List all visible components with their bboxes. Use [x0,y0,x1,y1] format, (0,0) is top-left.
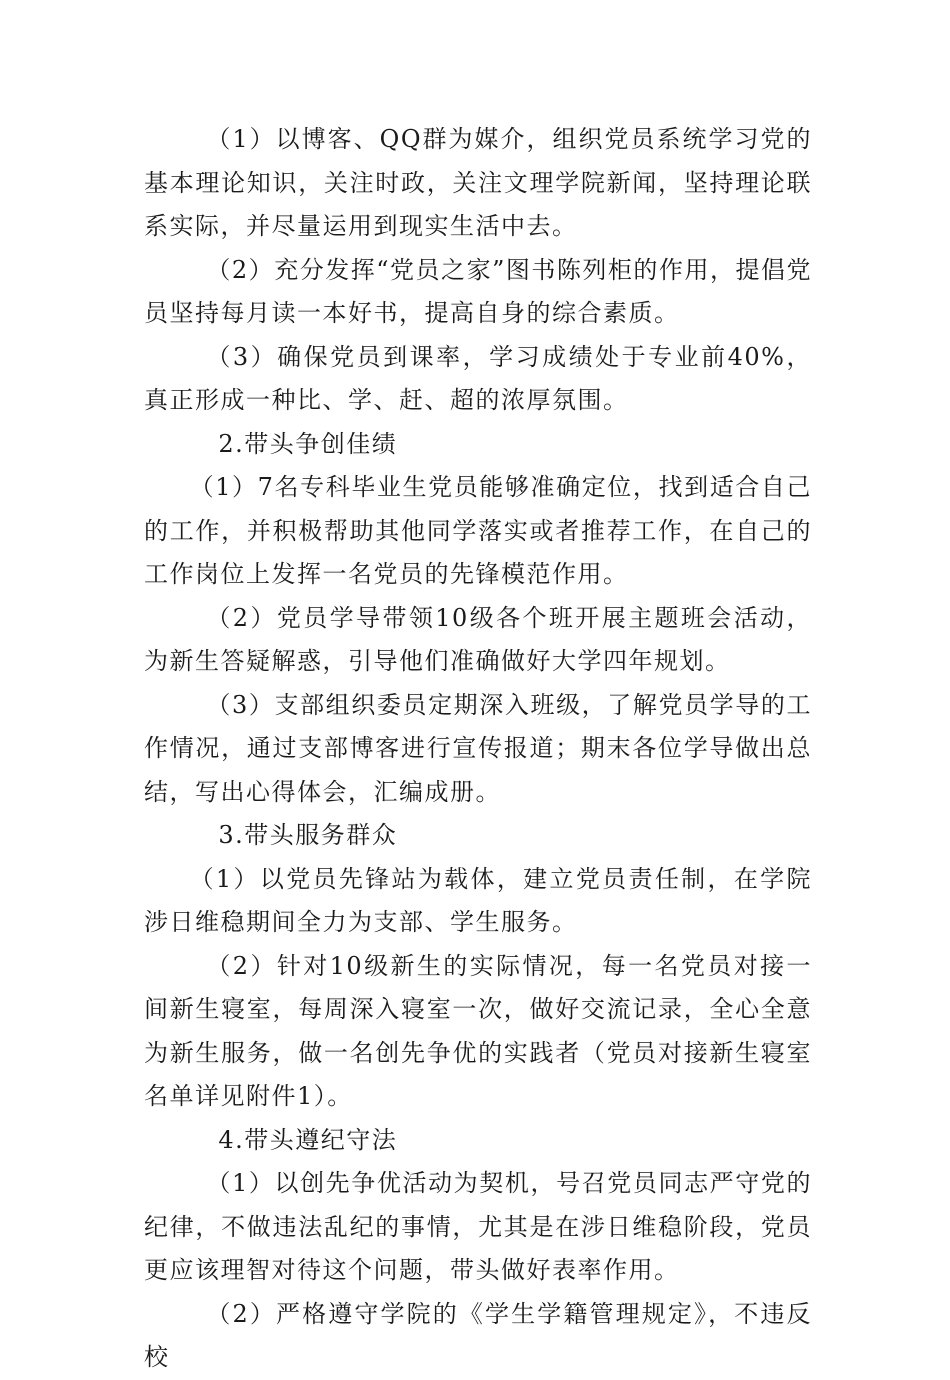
paragraph-study-theory: （1）以博客、QQ群为媒介，组织党员系统学习党的基本理论知识，关注时政，关注文理学院新闻，坚持理论联系实际，并尽量运用到现实生活中去。 [144,125,812,240]
paragraph-student-rules: （2）严格遵守学院的《学生学籍管理规定》，不违反校 [144,1299,812,1371]
paragraph-party-discipline: （1）以创先争优活动为契机，号召党员同志严守党的纪律，不做违法乱纪的事情，尤其是在涉日维稳阶段，党员更应该理智对待这个问题，带头做好表率作用。 [144,1169,812,1284]
paragraph-attendance: （3）确保党员到课率，学习成绩处于专业前40%，真正形成一种比、学、赶、超的浓厚氛围。 [144,342,812,414]
section-heading-serve-masses: 3.带头服务群众 [218,821,398,849]
paragraph-graduates: （1）7名专科毕业生党员能够准确定位，找到适合自己的工作，并积极帮助其他同学落实或者推荐工作，在自己的工作岗位上发挥一名党员的先锋模范作用。 [144,473,812,588]
paragraph-dormitory: （2）针对10级新生的实际情况，每一名党员对接一间新生寝室，每周深入寝室一次，做好交流记录，全心全意为新生服务，做一名创先争优的实践者（党员对接新生寝室名单详见附件1）。 [144,951,812,1110]
paragraph-book-cabinet: （2）充分发挥“党员之家”图书陈列柜的作用，提倡党员坚持每月读一本好书，提高自身的综合素质。 [144,255,812,327]
paragraph-class-meetings: （2）党员学导带领10级各个班开展主题班会活动，为新生答疑解惑，引导他们准确做好大学四年规划。 [144,603,812,675]
section-heading-achievements: 2.带头争创佳绩 [218,429,398,458]
paragraph-vanguard-station: （1）以党员先锋站为载体，建立党员责任制，在学院涉日维稳期间全力为支部、学生服务。 [144,864,812,936]
paragraph-committee: （3）支部组织委员定期深入班级，了解党员学导的工作情况，通过支部博客进行宣传报道；期末各位学导做出总结，写出心得体会，汇编成册。 [144,690,812,806]
section-heading-discipline: 4.带头遵纪守法 [218,1125,398,1154]
document-body [144,118,812,1380]
